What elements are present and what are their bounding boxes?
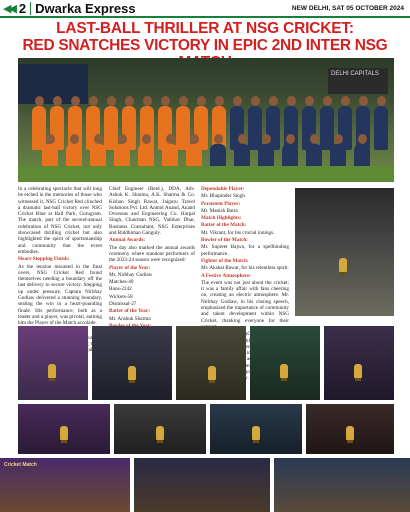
player-head	[166, 134, 175, 144]
paragraph: Mr. Akshat Rawat, for his relentless spirit.	[201, 265, 289, 272]
paragraph: Mr. Vikrant, for his crucial innings.	[201, 229, 275, 236]
player-head	[70, 134, 79, 144]
player-head	[118, 134, 127, 144]
masthead	[0, 0, 410, 18]
page-number: 2	[18, 0, 27, 16]
award-photo-2	[92, 326, 172, 400]
trophy-icon	[252, 426, 260, 440]
player-head	[341, 96, 350, 106]
player-head	[269, 96, 278, 106]
player	[176, 106, 190, 150]
player	[320, 106, 334, 150]
paper-name: Dwarka Express	[35, 0, 136, 16]
paragraph: Mr. Nirbhay Godiaw	[109, 271, 153, 278]
player-kneeling	[138, 144, 154, 168]
player-head	[262, 134, 271, 144]
player-kneeling	[114, 144, 130, 168]
player-head	[310, 134, 319, 144]
award-photo-9	[306, 404, 394, 454]
trophy-icon	[60, 426, 68, 440]
player-kneeling	[306, 144, 322, 168]
player-head	[53, 96, 62, 106]
trophy-icon	[280, 364, 288, 378]
subheading: Match Highlights:	[201, 215, 242, 222]
subheading: Batter of the Match:	[201, 222, 247, 229]
group-photo-3	[274, 458, 410, 512]
player-head	[334, 134, 343, 144]
paragraph: Mr. Anshuk Sharma	[109, 315, 151, 322]
award-photo-8	[210, 404, 302, 454]
award-photo-7	[114, 404, 206, 454]
paragraph: Runs-2242	[109, 286, 132, 293]
player-kneeling	[186, 144, 202, 168]
subheading: Annual Awards:	[109, 237, 146, 244]
paragraph: Mr. Bhupinder Singh	[201, 193, 245, 200]
player	[32, 106, 46, 150]
subheading: Player of the Year:	[109, 264, 151, 271]
trophy-icon	[339, 258, 347, 272]
trophy-icon	[128, 366, 136, 380]
subheading: Dependable Player:	[201, 186, 245, 192]
player-head	[197, 96, 206, 106]
player-head	[71, 96, 80, 106]
paragraph: Chief Engineer (Retd.), DDA, Adv. Ashok K. Sharma, A.K. Sharma & Co. Kishan Singh Rawat, Jaiguru Travel Solutions Pvt. Ltd. Anmol Anand, Anand Overseas and Engineering Co. Harpal Singh, Chairman NSG, Vaibhav Dhar, Business Consultant, NSG Enterprises and Riddhiman Ganguly.	[109, 186, 195, 237]
player-head	[89, 96, 98, 106]
subheading: Persistent Player:	[201, 200, 241, 207]
masthead-divider	[30, 2, 31, 15]
player-head	[233, 96, 242, 106]
group-photo-1	[0, 458, 130, 512]
paragraph: Mr. Manish Batra	[201, 207, 238, 214]
trophy-icon	[208, 366, 216, 380]
award-photo-3	[176, 326, 246, 400]
subheading: Fighter of the Match:	[201, 257, 249, 264]
subheading: A Festive Atmosphere:	[201, 272, 252, 279]
player-head	[143, 96, 152, 106]
player-head	[287, 96, 296, 106]
award-photo-1	[18, 326, 88, 400]
award-photo-right	[295, 188, 394, 316]
player-head	[358, 134, 367, 144]
player-kneeling	[90, 144, 106, 168]
player-head	[359, 96, 368, 106]
player-kneeling	[162, 144, 178, 168]
player-head	[286, 134, 295, 144]
award-photo-5	[324, 326, 394, 400]
paragraph: with remembered	[235, 337, 262, 369]
paragraph: Matches-40	[109, 279, 134, 286]
player-head	[214, 134, 223, 144]
trophy-icon	[156, 426, 164, 440]
player-head	[142, 134, 151, 144]
player-head	[305, 96, 314, 106]
team-photo	[18, 58, 394, 182]
player-head	[125, 96, 134, 106]
photo-caption: Cricket Match	[4, 462, 37, 468]
subheading: Bowler of the Match:	[201, 237, 249, 244]
dateline: NEW DELHI, SAT 05 OCTOBER 2024	[291, 4, 404, 12]
player	[248, 106, 262, 150]
award-photo-6	[18, 404, 110, 454]
paragraph: Wickets-58	[109, 293, 133, 300]
trophy-icon	[48, 364, 56, 378]
player-kneeling	[66, 144, 82, 168]
player-head	[94, 134, 103, 144]
player-head	[377, 96, 386, 106]
subheading: Batter of the Year:	[109, 308, 151, 315]
player	[104, 106, 118, 150]
player-kneeling	[330, 144, 346, 168]
headline-line-1: LAST-BALL THRILLER AT NSG CRICKET:	[56, 20, 354, 37]
player-head	[238, 134, 247, 144]
player-head	[215, 96, 224, 106]
player-kneeling	[282, 144, 298, 168]
player-head	[161, 96, 170, 106]
trophy-icon	[354, 364, 362, 378]
trophy-icon	[346, 426, 354, 440]
player-head	[190, 134, 199, 144]
player-head	[46, 134, 55, 144]
paragraph: The event was not just about the cricket; it was a family affair with fans cheering on, creating an electric atmosphere. Mr. Nirbhay Godiaw, in his closing speech, emphasized the importance of community and talent development within NSG Cricket, thanking everyone for their	[201, 279, 289, 324]
player-head	[323, 96, 332, 106]
player-kneeling	[42, 144, 58, 168]
paragraph: The day also marked the annual awards ceremony where standout performers of the 2023-24 season were recognized:	[109, 244, 195, 264]
player-kneeling	[258, 144, 274, 168]
award-photo-4	[250, 326, 320, 400]
paragraph: As the tension mounted in the final overs, NSG Cricket Red found themselves needing a boundary off the last delivery to secure victory. Stepping up under pressure, Captain Nirbhay Godiaw delivered a stunning boundary, sealing the win in a heart-pounding finale. His performance, both as a leader and a player, was pivotal, earning him the Player of the Match accolade.	[18, 263, 102, 327]
headline-line-2: RED SNATCHES VICTORY IN EPIC 2ND INTER NSG	[22, 37, 388, 54]
paragraph: Dismissal-27	[109, 301, 137, 308]
grass-ground	[18, 166, 394, 182]
player	[374, 106, 388, 150]
paragraph: Mr. Supreet Bajwa, for a spellbinding performance.	[201, 244, 289, 257]
player-head	[35, 96, 44, 106]
player-kneeling	[234, 144, 250, 168]
paragraph: In a celebrating spectacle that will long be etched in the memories of those who witnessed it, NSG Cricket Red clinched a dramatic last-ball victory over NSG Cricket Blue at Ball Park, Gurugram. The match, part of the second-annual celebration of NSG Cricket, not only showcased thrilling cricket but also highlighted the spirit of sportsmanship and community that the event embodies.	[18, 186, 102, 255]
group-photo-2	[134, 458, 270, 512]
subheading: Heart-Stopping Finish:	[18, 256, 70, 263]
player-head	[179, 96, 188, 106]
player-head	[107, 96, 116, 106]
player-kneeling	[210, 144, 226, 168]
player-head	[251, 96, 260, 106]
player-kneeling	[354, 144, 370, 168]
back-arrows-icon[interactable]: ◀◀	[3, 1, 14, 15]
delhi-capitals-banner: DELHI CAPITALS	[328, 68, 388, 94]
